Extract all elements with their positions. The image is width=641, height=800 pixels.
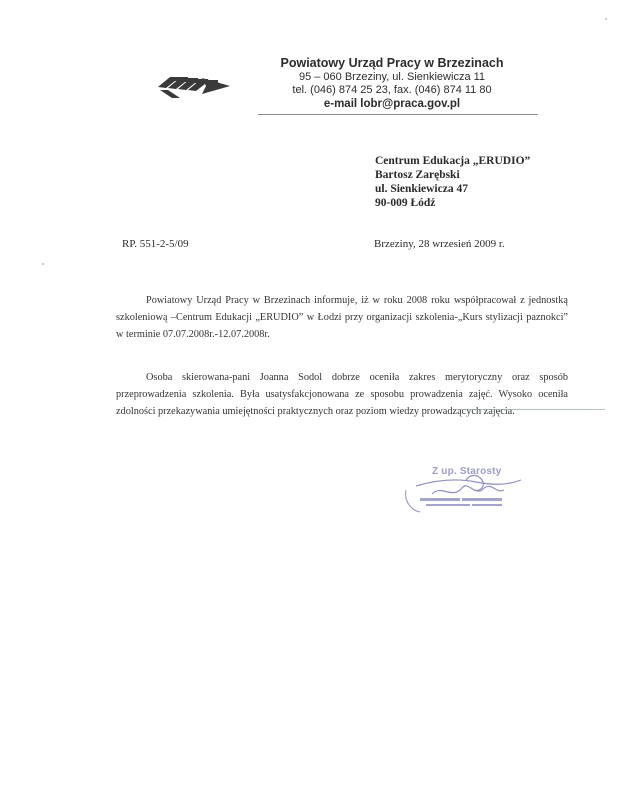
letter-date: Brzeziny, 28 wrzesień 2009 r.: [374, 238, 505, 250]
scan-speck: [42, 263, 44, 265]
reference-number: RP. 551-2-5/09: [122, 238, 189, 250]
letterhead-divider: [258, 114, 538, 115]
recipient-line-4: 90-009 Łódź: [375, 197, 436, 209]
scan-speck: [605, 18, 607, 20]
office-name: Powiatowy Urząd Pracy w Brzezinach: [280, 56, 504, 70]
office-address: 95 – 060 Brzeziny, ul. Sienkiewicza 11: [298, 71, 486, 83]
recipient-line-3: ul. Sienkiewicza 47: [375, 183, 468, 195]
body-paragraph-1-text: Powiatowy Urząd Pracy w Brzezinach informuje, iż w roku 2008 roku współpracował z jednostką szkoleniową –Centrum Edukacji „ERUDIO” w Łodzi przy organizacji szkolenia-„Kurs stylizacji paznokci” w terminie 07.07.2008r.-12.07.2008r.: [116, 295, 568, 340]
office-phone: tel. (046) 874 25 23, fax. (046) 874 11 80: [292, 84, 492, 96]
office-email: e-mail lobr@praca.gov.pl: [323, 98, 461, 110]
recipient-address: [375, 154, 530, 210]
stacked-arrows-logo-icon: [158, 68, 230, 98]
recipient-line-2: Bartosz Zarębski: [375, 169, 460, 181]
body-paragraph-2-text: Osoba skierowana-pani Joanna Sodol dobrze oceniła zakres merytoryczny oraz sposób przeprowadzenia szkolenia. Była usatysfakcjonowana ze sposobu prowadzenia zajęć. Wysoko oceniła zdolności przekazywania umiejętności praktycznych oraz poziom wiedzy prowadzących zajęcia.: [116, 372, 568, 417]
body-paragraph-1: [116, 292, 568, 343]
body-paragraph-2: [116, 369, 568, 420]
letterhead: [262, 55, 522, 111]
stamp-label: Z up. Starosty: [432, 466, 502, 477]
scan-artifact-line: [455, 409, 605, 410]
recipient-line-1: Centrum Edukacja „ERUDIO”: [375, 155, 531, 167]
